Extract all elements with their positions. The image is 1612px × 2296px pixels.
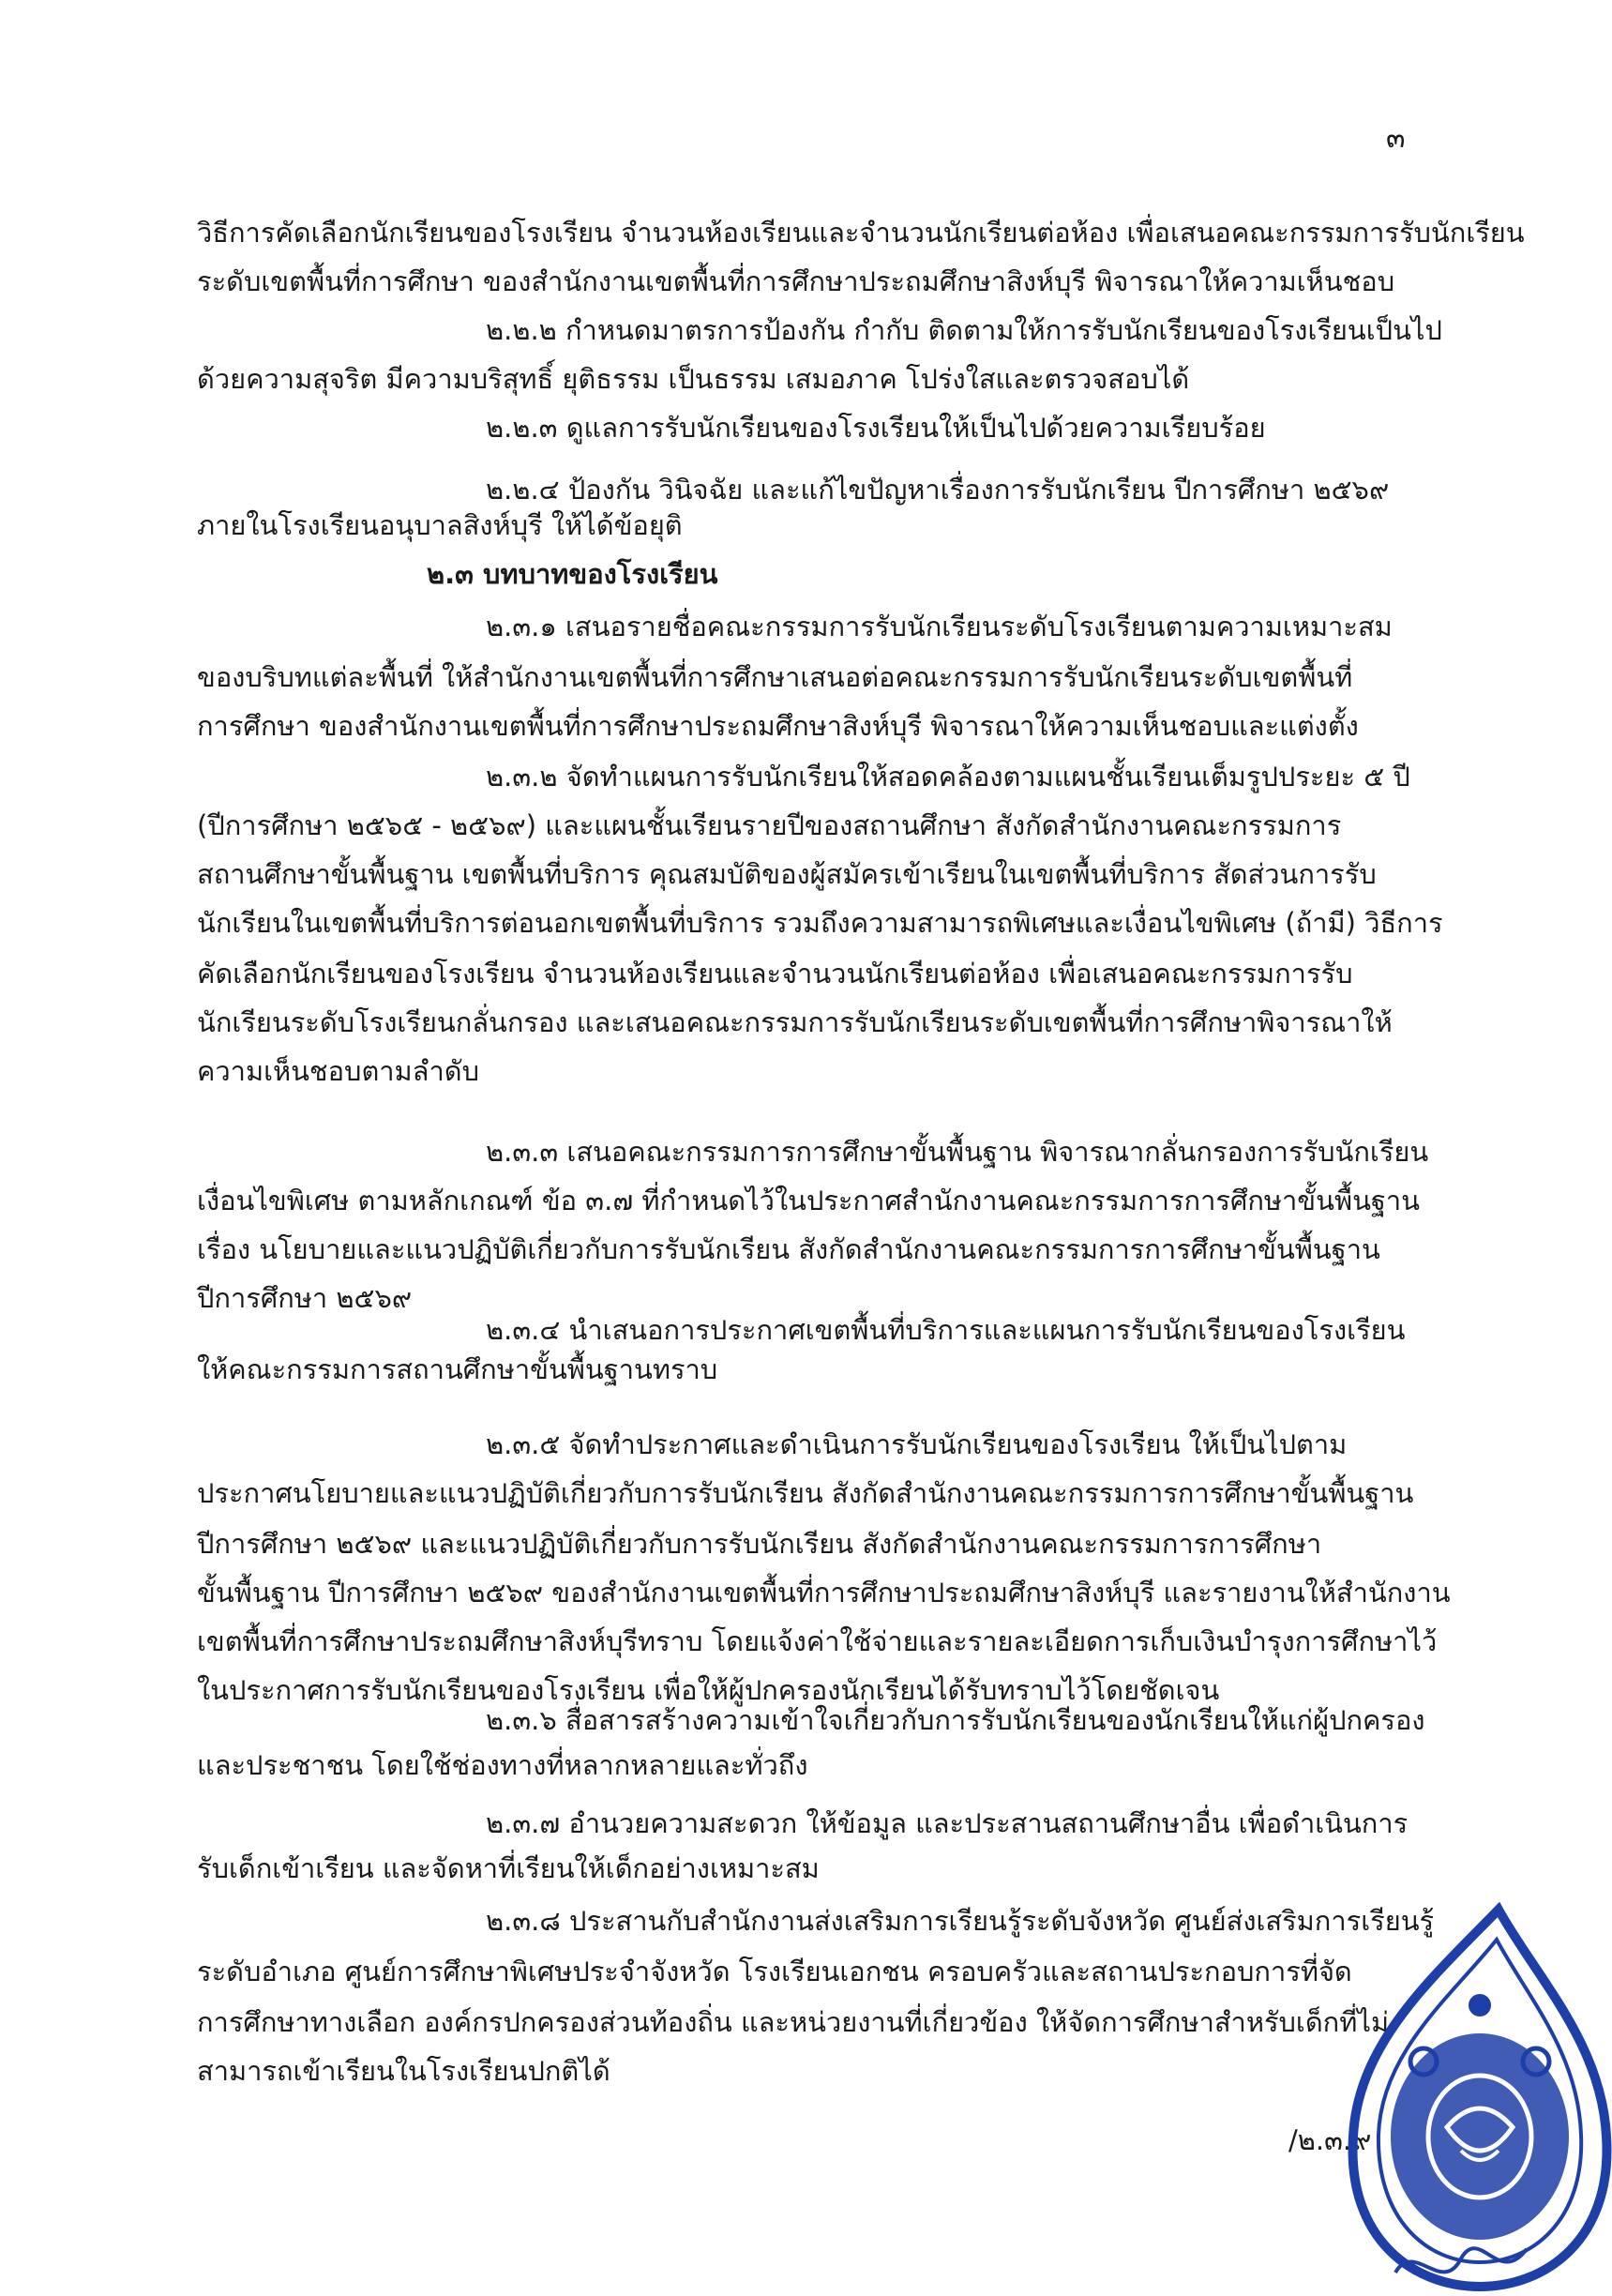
body-line: ๒.๓.๓ เสนอคณะกรรมการการศึกษาขั้นพื้นฐาน พิจารณากลั่นกรองการรับนักเรียน [486, 1136, 1429, 1168]
body-line: ของบริบทแต่ละพื้นที่ ให้สำนักงานเขตพื้นที่การศึกษาเสนอต่อคณะกรรมการรับนักเรียนระดับเขตพื้นที่ [197, 661, 1353, 693]
body-line: คัดเลือกนักเรียนของโรงเรียน จำนวนห้องเรียนและจำนวนนักเรียนต่อห้อง เพื่อเสนอคณะกรรมการรับ [197, 958, 1353, 989]
body-line: ๒.๓.๘ ประสานกับสำนักงานส่งเสริมการเรียนรู้ระดับจังหวัด ศูนย์ส่งเสริมการเรียนรู้ [486, 1905, 1435, 1937]
body-line: ๒.๓.๒ จัดทำแผนการรับนักเรียนให้สอดคล้องตามแผนชั้นเรียนเต็มรูปประยะ ๕ ปี [486, 761, 1410, 793]
body-line: ขั้นพื้นฐาน ปีการศึกษา ๒๕๖๙ ของสำนักงานเขตพื้นที่การศึกษาประถมศึกษาสิงห์บุรี และรายงานให้สำนักงาน [197, 1577, 1451, 1609]
body-line: สถานศึกษาขั้นพื้นฐาน เขตพื้นที่บริการ คุณสมบัติของผู้สมัครเข้าเรียนในเขตพื้นที่บริการ สัดส่วนการรับ [197, 858, 1377, 890]
body-line: รับเด็กเข้าเรียน และจัดหาที่เรียนให้เด็กอย่างเหมาะสม [197, 1852, 820, 1884]
body-line: ปีการศึกษา ๒๕๖๙ และแนวปฏิบัติเกี่ยวกับการรับนักเรียน สังกัดสำนักงานคณะกรรมการการศึกษา [197, 1528, 1322, 1560]
body-line: และประชาชน โดยใช้ช่องทางที่หลากหลายและทั่วถึง [197, 1749, 808, 1781]
continuation-ref: /๒.๓.๙ [1288, 2124, 1372, 2156]
section-heading: ๒.๓ บทบาทของโรงเรียน [427, 558, 718, 590]
page-number: ๓ [1386, 122, 1406, 155]
body-line: ๒.๓.๖ สื่อสารสร้างความเข้าใจเกี่ยวกับการรับนักเรียนของนักเรียนให้แก่ผู้ปกครอง [486, 1704, 1425, 1736]
body-line: ๒.๒.๔ ป้องกัน วินิจฉัย และแก้ไขปัญหาเรื่องการรับนักเรียน ปีการศึกษา ๒๕๖๙ [486, 474, 1390, 506]
body-line: ๒.๓.๗ อำนวยความสะดวก ให้ข้อมูล และประสานสถานศึกษาอื่น เพื่อดำเนินการ [486, 1807, 1409, 1839]
body-line: ประกาศนโยบายและแนวปฏิบัติเกี่ยวกับการรับนักเรียน สังกัดสำนักงานคณะกรรมการการศึกษาขั้นพื้นฐาน [197, 1477, 1414, 1509]
body-line: ๒.๒.๓ ดูแลการรับนักเรียนของโรงเรียนให้เป็นไปด้วยความเรียบร้อย [486, 412, 1266, 444]
body-line: ปีการศึกษา ๒๕๖๙ [197, 1282, 413, 1314]
body-line: ให้คณะกรรมการสถานศึกษาขั้นพื้นฐานทราบ [197, 1353, 718, 1385]
body-line: การศึกษาทางเลือก องค์กรปกครองส่วนท้องถิ่น และหน่วยงานที่เกี่ยวข้อง ให้จัดการศึกษาสำหรับเด็กที่ไม่ [197, 2006, 1390, 2038]
body-line: ๒.๓.๕ จัดทำประกาศและดำเนินการรับนักเรียนของโรงเรียน ให้เป็นไปตาม [486, 1428, 1348, 1460]
body-line: ภายในโรงเรียนอนุบาลสิงห์บุรี ให้ได้ข้อยุติ [197, 509, 683, 541]
body-line: เขตพื้นที่การศึกษาประถมศึกษาสิงห์บุรีทราบ โดยแจ้งค่าใช้จ่ายและรายละเอียดการเก็บเงินบำรุงการศึกษาไว้ [197, 1625, 1438, 1657]
school-seal-stamp [1339, 1902, 1612, 2296]
body-line: ระดับเขตพื้นที่การศึกษา ของสำนักงานเขตพื้นที่การศึกษาประถมศึกษาสิงห์บุรี พิจารณาให้ความเห็นชอบ [197, 265, 1395, 297]
body-line: ในประกาศการรับนักเรียนของโรงเรียน เพื่อให้ผู้ปกครองนักเรียนได้รับทราบไว้โดยชัดเจน [197, 1674, 1220, 1706]
body-line: ๒.๓.๑ เสนอรายชื่อคณะกรรมการรับนักเรียนระดับโรงเรียนตามความเหมาะสม [486, 611, 1393, 642]
body-line: วิธีการคัดเลือกนักเรียนของโรงเรียน จำนวนห้องเรียนและจำนวนนักเรียนต่อห้อง เพื่อเสนอคณะกรรมการรับนักเรียน [197, 217, 1525, 249]
body-line: ด้วยความสุจริต มีความบริสุทธิ์ ยุติธรรม เป็นธรรม เสมอภาค โปร่งใสและตรวจสอบได้ [197, 363, 1190, 395]
body-line: ความเห็นชอบตามลำดับ [197, 1055, 479, 1087]
body-line: การศึกษา ของสำนักงานเขตพื้นที่การศึกษาประถมศึกษาสิงห์บุรี พิจารณาให้ความเห็นชอบและแต่งตั้ง [197, 710, 1359, 742]
body-line: เงื่อนไขพิเศษ ตามหลักเกณฑ์ ข้อ ๓.๗ ที่กำหนดไว้ในประกาศสำนักงานคณะกรรมการการศึกษาขั้นพื้นฐาน [197, 1185, 1421, 1216]
body-line: ๒.๒.๒ กำหนดมาตรการป้องกัน กำกับ ติดตามให้การรับนักเรียนของโรงเรียนเป็นไป [486, 314, 1442, 346]
body-line: (ปีการศึกษา ๒๕๖๕ - ๒๕๖๙) และแผนชั้นเรียนรายปีของสถานศึกษา สังกัดสำนักงานคณะกรรมการ [197, 809, 1342, 841]
body-line: ระดับอำเภอ ศูนย์การศึกษาพิเศษประจำจังหวัด โรงเรียนเอกชน ครอบครัวและสถานประกอบการที่จัด [197, 1956, 1352, 1987]
body-line: เรื่อง นโยบายและแนวปฏิบัติเกี่ยวกับการรับนักเรียน สังกัดสำนักงานคณะกรรมการการศึกษาขั้นพื้นฐาน [197, 1233, 1380, 1265]
body-line: สามารถเข้าเรียนในโรงเรียนปกติได้ [197, 2055, 610, 2087]
body-line: นักเรียนในเขตพื้นที่บริการต่อนอกเขตพื้นที่บริการ รวมถึงความสามารถพิเศษและเงื่อนไขพิเศษ (ถ้ามี) วิธีการ [197, 907, 1443, 939]
body-line: นักเรียนระดับโรงเรียนกลั่นกรอง และเสนอคณะกรรมการรับนักเรียนระดับเขตพื้นที่การศึกษาพิจารณาให้ [197, 1006, 1393, 1038]
body-line: ๒.๓.๔ นำเสนอการประกาศเขตพื้นที่บริการและแผนการรับนักเรียนของโรงเรียน [486, 1314, 1406, 1346]
